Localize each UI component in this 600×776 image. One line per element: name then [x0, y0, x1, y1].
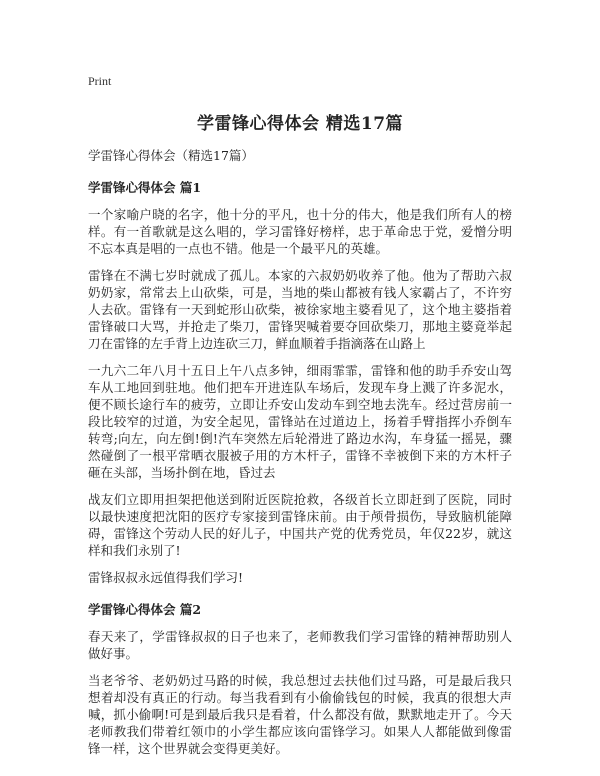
page-title: 学雷锋心得体会 精选17篇 [196, 114, 404, 134]
section-2 [88, 600, 512, 757]
paragraph: 雷锋在不满七岁时就成了孤儿。本家的六叔奶奶收养了他。他为了帮助六叔奶奶家，常常去上山砍柴，可是，当地的柴山都被有钱人家霸占了，不许穷人去砍。雷锋有一天到蛇形山砍柴，被徐家地主婆看见了，这个地主婆指着雷锋破口大骂，并抢走了柴刀，雷锋哭喊着要夺回砍柴刀，那地主婆竟举起刀在雷锋的左手背上边连砍三刀，鲜血顺着手指滴落在山路上 [88, 268, 512, 351]
paragraph: 战友们立即用担架把他送到附近医院抢救，各级首长立即赶到了医院，同时以最快速度把沈阳的医疗专家接到雷锋床前。由于颅骨损伤，导致脑机能障碍，雷锋这个劳动人民的好儿子，中国共产党的优秀党员，年仅22岁，就这样和我们永别了! [88, 492, 512, 558]
paragraph: 雷锋叔叔永远值得我们学习! [88, 570, 244, 585]
paragraph: 一九六二年八月十五日上午八点多钟，细雨霏霏，雷锋和他的助手乔安山驾车从工地回到驻地。他们把车开进连队车场后，发现车身上溅了许多泥水，便不顾长途行车的疲劳，立即让乔安山发动车到空地去洗车。经过营房前一段比较窄的过道，为安全起见，雷锋站在过道边上，扬着手臂指挥小乔倒车转弯;向左，向左倒!倒!汽车突然左后轮滑进了路边水沟，车身猛一摇晃，骤然碰倒了一根平常晒衣服被子用的方木杆子，雷锋不幸被倒下来的方木杆子砸在头部，当场扑倒在地，昏过去 [88, 363, 512, 480]
document-subtitle: 学雷锋心得体会（精选17篇） [88, 148, 254, 163]
section-heading: 学雷锋心得体会 篇2 [88, 602, 202, 617]
section-heading: 学雷锋心得体会 篇1 [88, 180, 202, 195]
paragraph: 春天来了，学雷锋叔叔的日子也来了，老师教我们学习雷锋的精神帮助别人做好事。 [88, 629, 512, 661]
print-link[interactable]: Print [88, 74, 112, 88]
section-1 [88, 178, 512, 586]
paragraph: 当老爷爷、老奶奶过马路的时候，我总想过去扶他们过马路，可是最后我只想着却没有真正的行动。每当我看到有小偷偷钱包的时候，我真的很想大声喊，抓小偷啊!可是到最后我只是看着，什么都没有做，默默地走开了。今天老师教我们带着红领巾的小学生都应该向雷锋学习。如果人人都能做到像雷锋一样，这个世界就会变得更美好。 [88, 673, 512, 756]
paragraph: 一个家喻户晓的名字，他十分的平凡，也十分的伟大，他是我们所有人的榜样。有一首歌就是这么唱的，学习雷锋好榜样，忠于革命忠于党，爱憎分明不忘本真是唱的一点也不错。他是一个最平凡的英雄。 [88, 207, 512, 256]
